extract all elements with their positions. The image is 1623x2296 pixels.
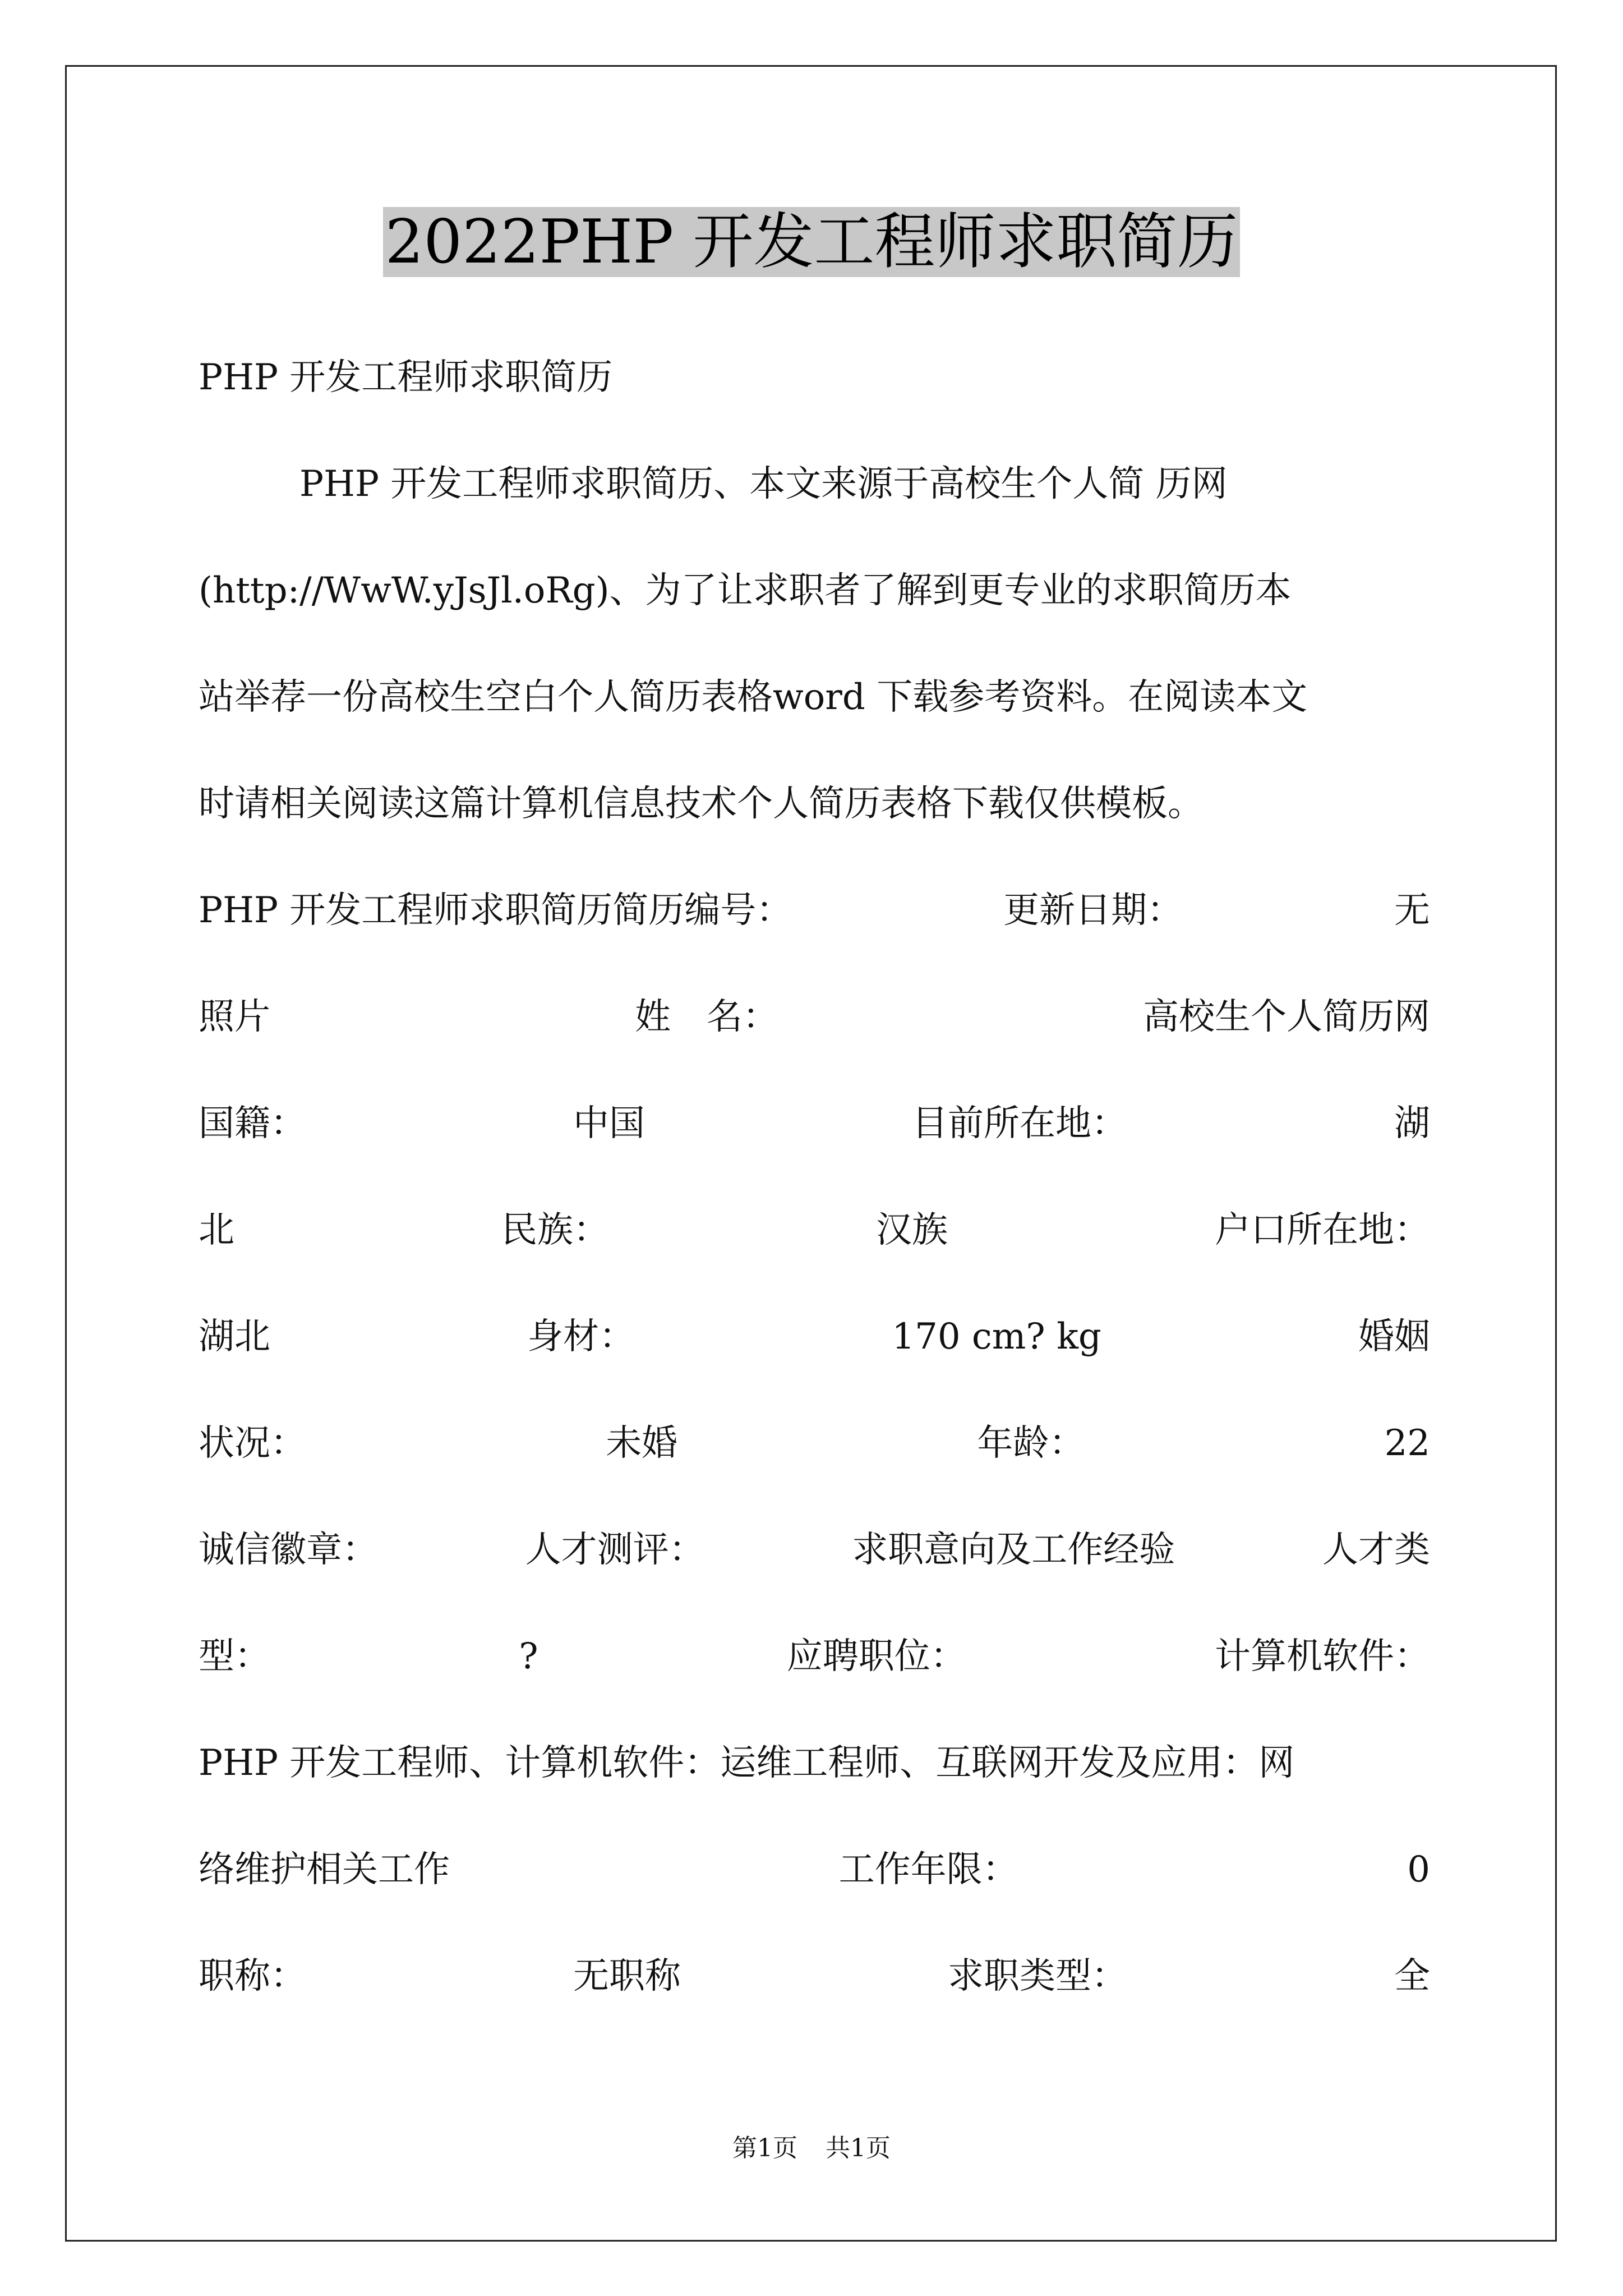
row-value: 无: [1394, 890, 1430, 931]
hukou-value: 湖北: [199, 1316, 270, 1358]
nationality-label: 国籍：: [199, 1103, 306, 1144]
talent-type-value: ?: [519, 1636, 538, 1677]
position-value-cont: 络维护相关工作: [199, 1849, 450, 1890]
info-row-3: [199, 1093, 1430, 1154]
paragraph-line-1: PHP 开发工程师求职简历、本文来源于高校生个人简 历网: [299, 463, 1228, 505]
ethnicity-value: 汉族: [876, 1209, 948, 1251]
subtitle: PHP 开发工程师求职简历: [199, 357, 613, 398]
marital-label: 婚姻: [1358, 1316, 1430, 1358]
marital-value: 未婚: [606, 1423, 678, 1464]
paragraph-line-3: 站举荐一份高校生空白个人简历表格word 下载参考资料。在阅读本文: [199, 677, 1308, 718]
job-title-label: 职称：: [199, 1955, 306, 1997]
job-type-value: 全: [1394, 1955, 1430, 1997]
info-row-11: [199, 1945, 1430, 2007]
info-row-2: [199, 986, 1430, 1048]
paragraph-line-4: 时请相关阅读这篇计算机信息技术个人简历表格下载仅供模板。: [199, 783, 1204, 825]
hukou-label: 户口所在地：: [1215, 1209, 1430, 1251]
location-value-cont: 北: [199, 1209, 234, 1251]
page-footer: [0, 2132, 1623, 2165]
page-total: 共1页: [826, 2134, 891, 2162]
info-row-5: [199, 1306, 1430, 1368]
age-label: 年龄：: [977, 1423, 1085, 1464]
age-value: 22: [1384, 1423, 1430, 1464]
talent-assessment-label: 人才测评：: [525, 1529, 705, 1571]
talent-type-label: 人才类: [1322, 1529, 1430, 1571]
work-years-label: 工作年限：: [838, 1849, 1018, 1890]
name-value: 高校生个人简历网: [1143, 996, 1430, 1038]
update-date-label: 更新日期：: [1003, 890, 1183, 931]
work-years-value: 0: [1407, 1849, 1430, 1890]
info-row-1: [199, 880, 1430, 941]
integrity-badge-label: 诚信徽章：: [199, 1529, 378, 1571]
info-row-10: [199, 1839, 1430, 1901]
info-row-8: [199, 1626, 1430, 1687]
section-heading-intent: 求职意向及工作经验: [852, 1529, 1175, 1571]
info-row-6: [199, 1412, 1430, 1474]
physique-value: 170 cm? kg: [892, 1316, 1101, 1358]
job-title-value: 无职称: [573, 1955, 681, 1997]
job-type-label: 求职类型：: [948, 1955, 1127, 1997]
info-row-9: PHP 开发工程师、计算机软件：运维工程师、互联网开发及应用：网: [199, 1742, 1295, 1784]
page-number: 第1页: [732, 2134, 797, 2162]
paragraph-line-2: (http://WwW.yJsJl.oRg)、为了让求职者了解到更专业的求职简历本: [199, 570, 1292, 611]
position-label: 应聘职位：: [786, 1636, 966, 1677]
location-value: 湖: [1394, 1103, 1430, 1144]
ethnicity-label: 民族：: [501, 1209, 609, 1251]
info-row-4: [199, 1199, 1430, 1261]
position-value: 计算机软件：: [1214, 1636, 1430, 1677]
nationality-value: 中国: [573, 1103, 645, 1144]
location-label: 目前所在地：: [912, 1103, 1127, 1144]
document-title: 2022PHP 开发工程师求职简历: [0, 203, 1623, 282]
talent-type-label-cont: 型：: [199, 1636, 270, 1677]
name-label: 姓 名：: [635, 996, 778, 1038]
resume-number-label: PHP 开发工程师求职简历简历编号：: [199, 890, 792, 931]
photo-label: 照片: [199, 996, 270, 1038]
physique-label: 身材：: [527, 1316, 635, 1358]
info-row-7: [199, 1519, 1430, 1581]
marital-label-cont: 状况：: [199, 1423, 306, 1464]
